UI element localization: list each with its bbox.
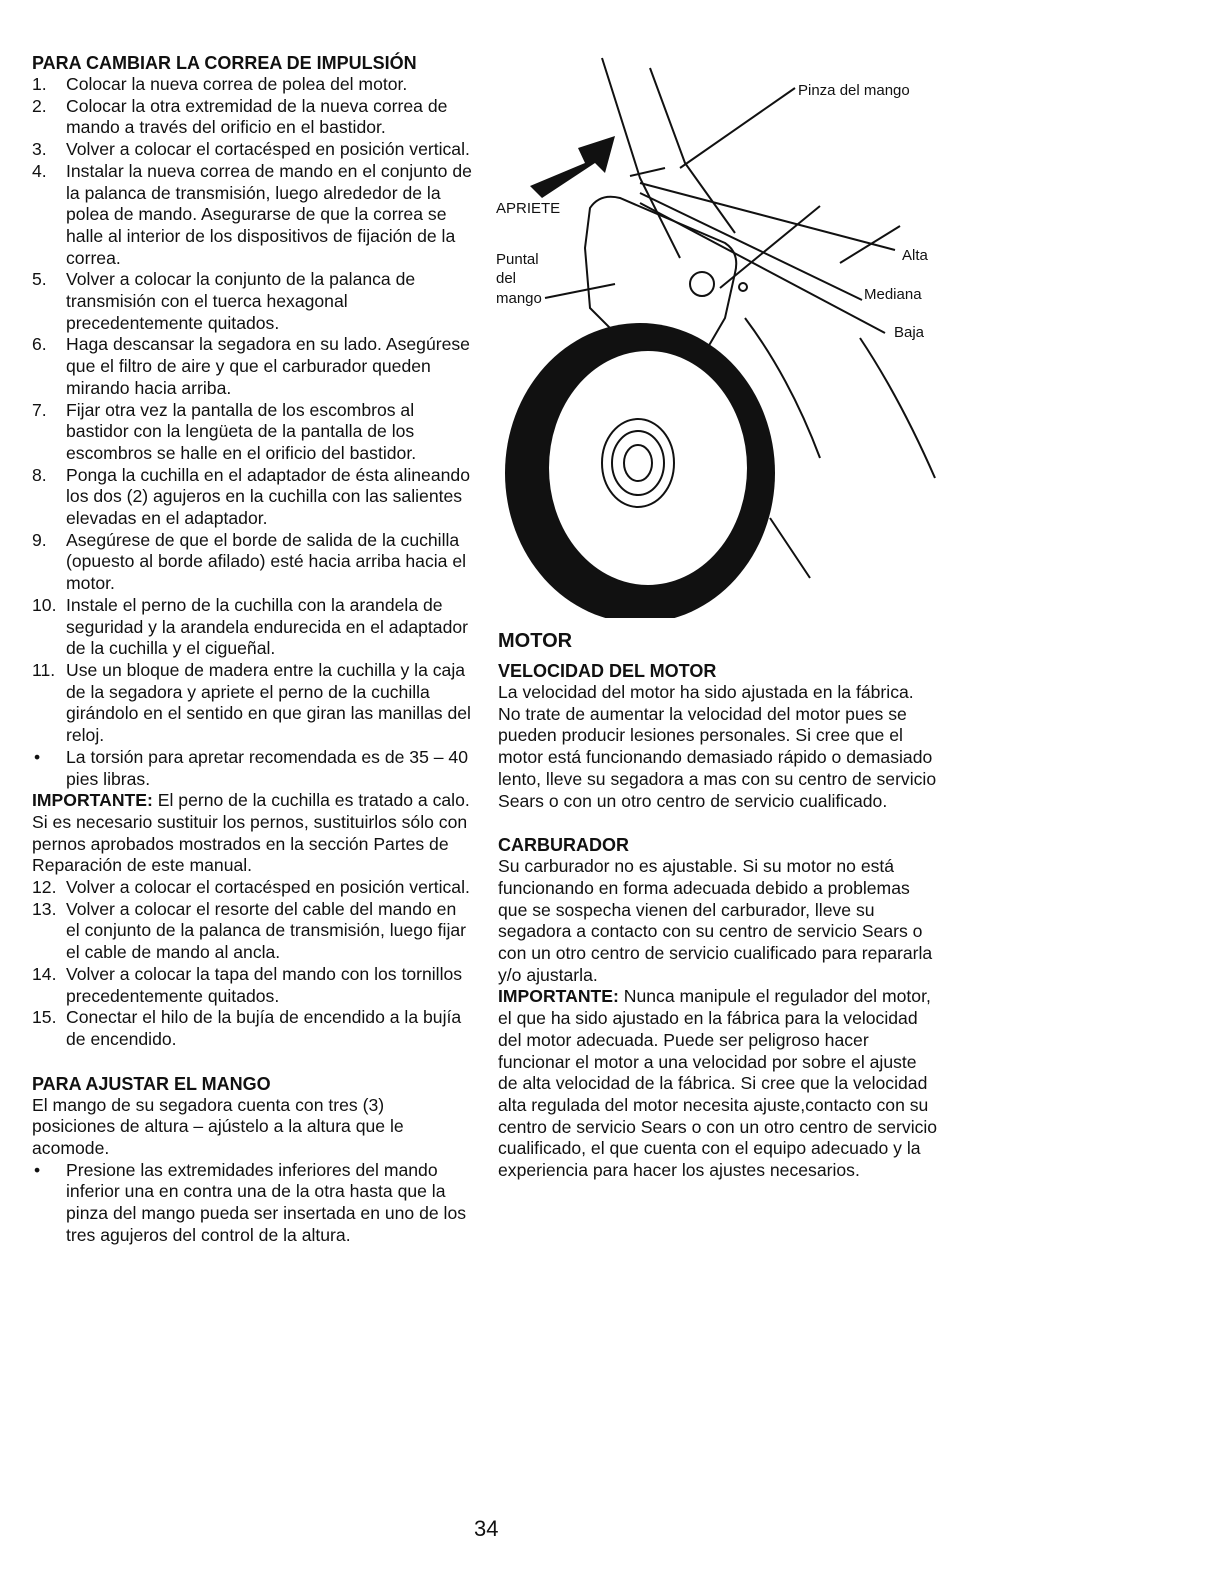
- label-high: Alta: [902, 247, 928, 264]
- step-item: [32, 139, 472, 161]
- step-item: [32, 530, 472, 595]
- step-text: Use un bloque de madera entre la cuchilla y la caja de la segadora y apriete el perno de la cuchilla girándolo en el sentido en que giran las manillas del reloj.: [66, 659, 471, 746]
- step-text: Ponga la cuchilla en el adaptador de ésta alineando los dos (2) agujeros en la cuchilla con las salientes elevadas en el adaptador.: [66, 464, 470, 529]
- step-number: 9.: [32, 529, 47, 550]
- step-number: 10.: [32, 594, 57, 615]
- speed-text: La velocidad del motor ha sido ajustada en la fábrica. No trate de aumentar la velocidad del motor pues se pueden producir lesiones personales. Si cree que el motor está funcionando demasiado rápido o demasiado lento, lleve su segadora a mas con su centro de servicio Sears o con un otro centro de servicio cualificado.: [498, 682, 937, 811]
- step-item: [32, 161, 472, 270]
- torque-bullet: • La torsión para apretar recomendada es de 35 – 40 pies libras.: [32, 747, 472, 790]
- important-text: Nunca manipule el regulador del motor, el que ha sido ajustado en la fábrica para la velocidad del motor adecuada. Puede ser peligroso hacer funcionar el motor a una velocidad por sobre el ajuste de alta velocidad de la fábrica. Si cree que la velocidad alta regulada del motor necesita ajuste,contacto con su centro de servicio Sears o con un otro centro de servicio cualificado, el que cuenta con el equipo adecuado y la experiencia para hacer los ajustes necesarios.: [498, 986, 938, 1181]
- label-medium: Mediana: [864, 286, 922, 303]
- drive-belt-steps-continued: [32, 877, 472, 1051]
- step-number: 12.: [32, 877, 57, 898]
- left-column: [32, 52, 472, 1247]
- spacer: [498, 812, 938, 834]
- torque-bullet-list: [32, 747, 472, 790]
- step-number: 11.: [32, 659, 56, 680]
- important-note: [32, 790, 472, 877]
- label-squeeze: APRIETE: [496, 200, 561, 217]
- drive-belt-heading: PARA CAMBIAR LA CORREA DE IMPULSIÓN: [32, 53, 417, 73]
- wheel: [505, 323, 775, 618]
- step-number: 6.: [32, 334, 47, 355]
- step-number: 13.: [32, 898, 57, 919]
- label-low: Baja: [894, 324, 925, 341]
- step-text: Volver a colocar la tapa del mando con los tornillos precedentemente quitados.: [66, 963, 463, 1006]
- step-item: [32, 74, 472, 96]
- step-item: [32, 400, 472, 465]
- handle-height-figure: [490, 48, 950, 618]
- handle-bullet: • Presione las extremidades inferiores del mando inferior una en contra una de la otra hasta que la pinza del mango pueda ser insertada en uno de los tres agujeros del control de la altura.: [32, 1160, 472, 1247]
- step-text: Asegúrese de que el borde de salida de la cuchilla (opuesto al borde afilado) esté hacia arriba hacia el motor.: [66, 529, 467, 594]
- step-number: 5.: [32, 269, 47, 290]
- step-number: 2.: [32, 95, 47, 116]
- step-text: Colocar la otra extremidad de la nueva correa de mando a través del orificio en el bastidor.: [66, 95, 448, 138]
- step-item: [32, 1007, 472, 1050]
- step-item: [32, 269, 472, 334]
- spacer: [32, 1051, 472, 1073]
- step-text: Volver a colocar el cortacésped en posición vertical.: [66, 139, 470, 160]
- label-handle-strut-1: Puntal: [496, 251, 539, 268]
- step-item: [32, 96, 472, 139]
- right-column: [498, 630, 938, 1182]
- squeeze-arrow: [530, 136, 615, 198]
- step-item: [32, 334, 472, 399]
- speed-heading: VELOCIDAD DEL MOTOR: [498, 661, 717, 681]
- important-label: IMPORTANTE:: [498, 986, 619, 1007]
- step-item: [32, 595, 472, 660]
- step-text: Haga descansar la segadora en su lado. Asegúrese que el filtro de aire y que el carburador queden mirando hacia arriba.: [66, 334, 470, 398]
- step-number: 8.: [32, 464, 47, 485]
- drive-belt-steps: [32, 74, 472, 747]
- step-item: [32, 465, 472, 530]
- handle-intro: El mango de su segadora cuenta con tres (3) posiciones de altura – ajústelo a la altura que le acomode.: [32, 1094, 404, 1159]
- step-text: Volver a colocar el cortacésped en posición vertical.: [66, 877, 470, 898]
- step-item: [32, 964, 472, 1007]
- important-text: El perno de la cuchilla es tratado a calo. Si es necesario sustituir los pernos, sustituirlos sólo con pernos aprobados mostrados en la sección Partes de Reparación de este manual.: [32, 790, 470, 876]
- step-text: Colocar la nueva correa de polea del motor.: [66, 74, 408, 94]
- spacer: [498, 652, 938, 660]
- step-number: 14.: [32, 963, 57, 984]
- important-note-motor: [498, 986, 938, 1181]
- step-text: Instale el perno de la cuchilla con la arandela de seguridad y la arandela endurecida en el adaptador de la cuchilla y el cigueñal.: [66, 594, 469, 659]
- step-text: Volver a colocar la conjunto de la palanca de transmisión con el tuerca hexagonal precedentemente quitados.: [66, 269, 416, 333]
- step-text: Fijar otra vez la pantalla de los escombros al bastidor con la lengüeta de la pantalla de los escombros se halle en el orificio del bastidor.: [66, 399, 417, 463]
- handle-bullet-list: [32, 1160, 472, 1247]
- label-handle-clip: Pinza del mango: [798, 82, 910, 99]
- step-number: 1.: [32, 74, 47, 94]
- important-label: IMPORTANTE:: [32, 790, 153, 811]
- step-text: Conectar el hilo de la bujía de encendido a la bujía de encendido.: [66, 1007, 462, 1049]
- step-item: [32, 899, 472, 964]
- page-number: 34: [474, 1516, 499, 1541]
- step-number: 4.: [32, 160, 47, 181]
- mower-wheel-illustration: [490, 48, 950, 618]
- step-number: 3.: [32, 139, 47, 160]
- step-number: 15.: [32, 1007, 57, 1028]
- carburetor-text: Su carburador no es ajustable. Si su motor no está funcionando en forma adecuada debido a problemas que se sospecha vienen del carburador, lleve su segadora a contacto con su centro de servicio Sears o con un otro centro de servicio cualificado para repararla y/o ajustarla.: [498, 856, 933, 985]
- label-handle-strut-2: del: [496, 270, 517, 287]
- handle-heading: PARA AJUSTAR EL MANGO: [32, 1073, 271, 1094]
- step-text: Volver a colocar el resorte del cable del mando en el conjunto de la palanca de transmisión, luego fijar el cable de mando al ancla.: [66, 898, 467, 963]
- step-item: [32, 660, 472, 747]
- step-text: Instalar la nueva correa de mando en el conjunto de la palanca de transmisión, luego alrededor de la polea de mando. Asegurarse de que la correa se halle al interior de los dispositivos de fijación de la correa.: [66, 160, 472, 268]
- motor-heading: MOTOR: [498, 630, 573, 652]
- step-item: [32, 877, 472, 899]
- label-handle-strut-3: mango: [496, 290, 542, 307]
- step-number: 7.: [32, 399, 47, 420]
- carburetor-heading: CARBURADOR: [498, 835, 629, 856]
